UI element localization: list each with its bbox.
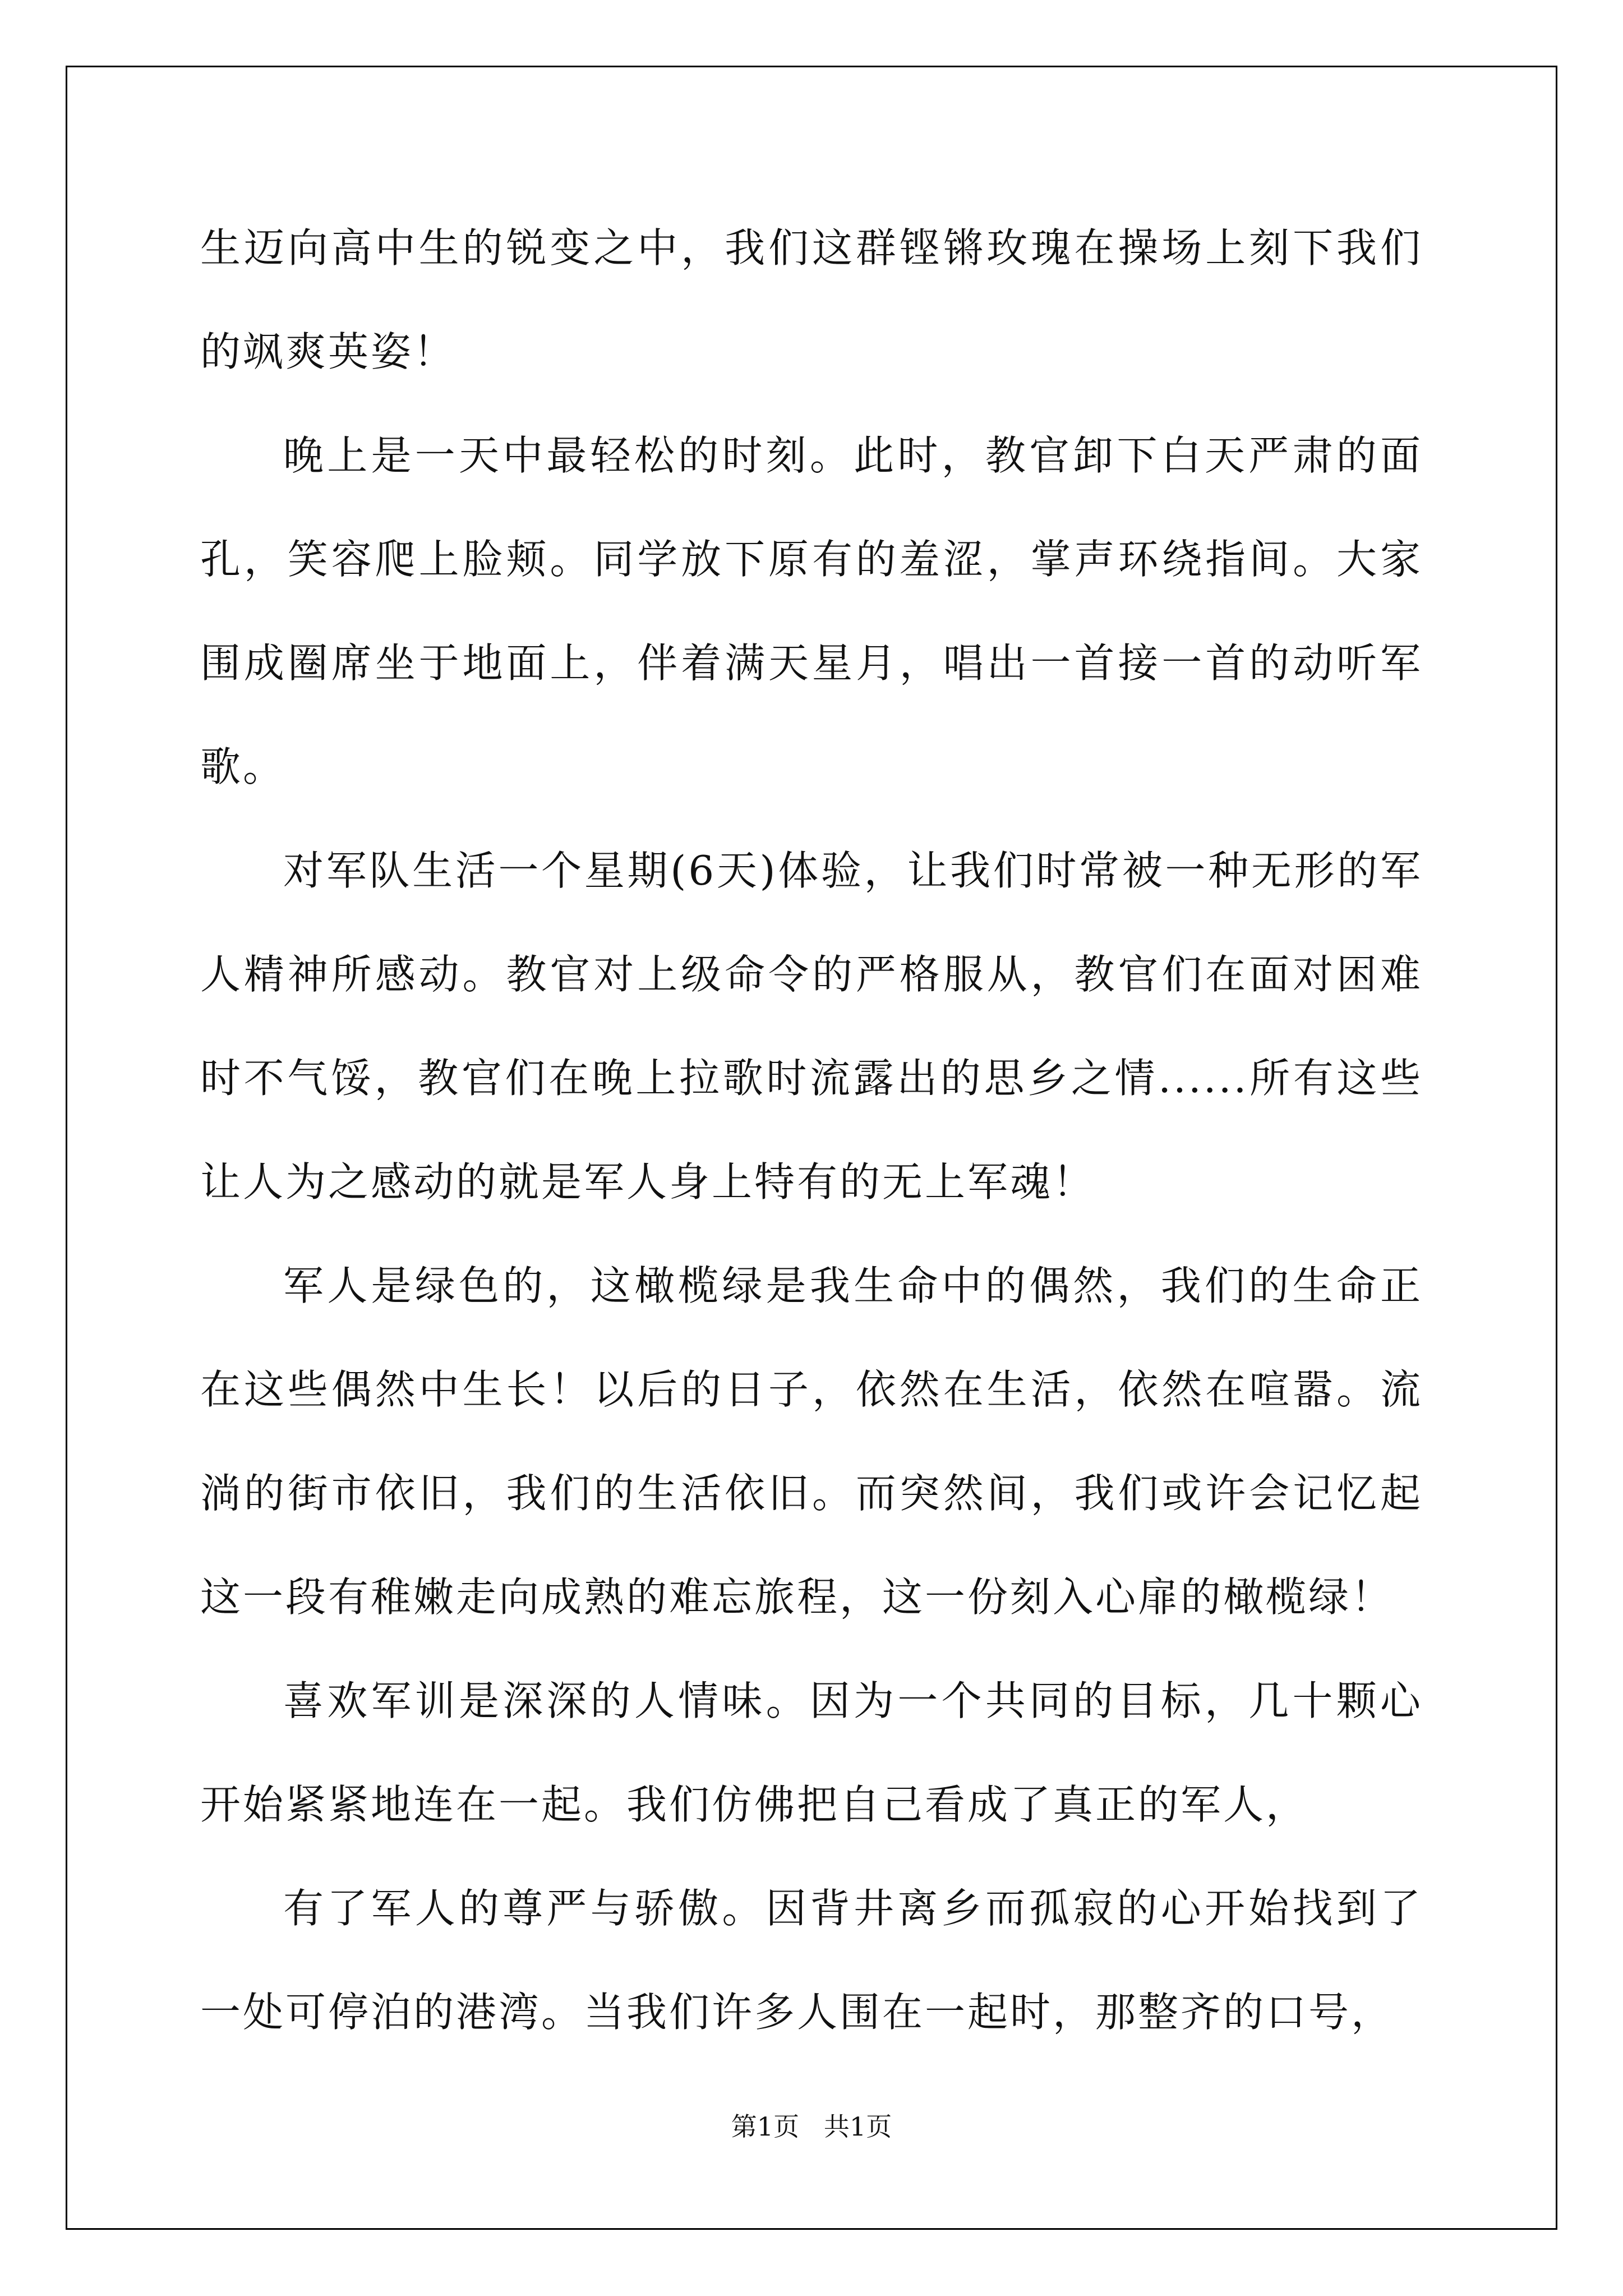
paragraph-2: 晚上是一天中最轻松的时刻。此时，教官卸下白天严肃的面孔，笑容爬上脸颊。同学放下原有的羞涩，掌声环绕指间。大家围成圈席坐于地面上，伴着满天星月，唱出一首接一首的动听军歌。 <box>200 432 1423 790</box>
paragraph-3: 对军队生活一个星期(6天)体验，让我们时常被一种无形的军人精神所感动。教官对上级命令的严格服从，教官们在面对困难时不气馁，教官们在晚上拉歌时流露出的思乡之情......所有这些让人为之感动的就是军人身上特有的无上军魂！ <box>200 847 1423 1205</box>
paragraph-1: 生迈向高中生的锐变之中，我们这群铿锵玫瑰在操场上刻下我们的飒爽英姿！ <box>200 224 1423 375</box>
paragraph-5: 喜欢军训是深深的人情味。因为一个共同的目标，几十颗心开始紧紧地连在一起。我们仿佛把自己看成了真正的军人， <box>200 1677 1423 1828</box>
paragraph-4: 军人是绿色的，这橄榄绿是我生命中的偶然，我们的生命正在这些偶然中生长！以后的日子，依然在生活，依然在喧嚣。流淌的街市依旧，我们的生活依旧。而突然间，我们或许会记忆起这一段有稚嫩走向成熟的难忘旅程，这一份刻入心扉的橄榄绿！ <box>200 1262 1423 1621</box>
paragraph-6: 有了军人的尊严与骄傲。因背井离乡而孤寂的心开始找到了一处可停泊的港湾。当我们许多人围在一起时，那整齐的口号， <box>200 1885 1423 2036</box>
page-footer: 第1页 共1页 <box>731 2111 892 2142</box>
document-body <box>200 196 1423 2064</box>
